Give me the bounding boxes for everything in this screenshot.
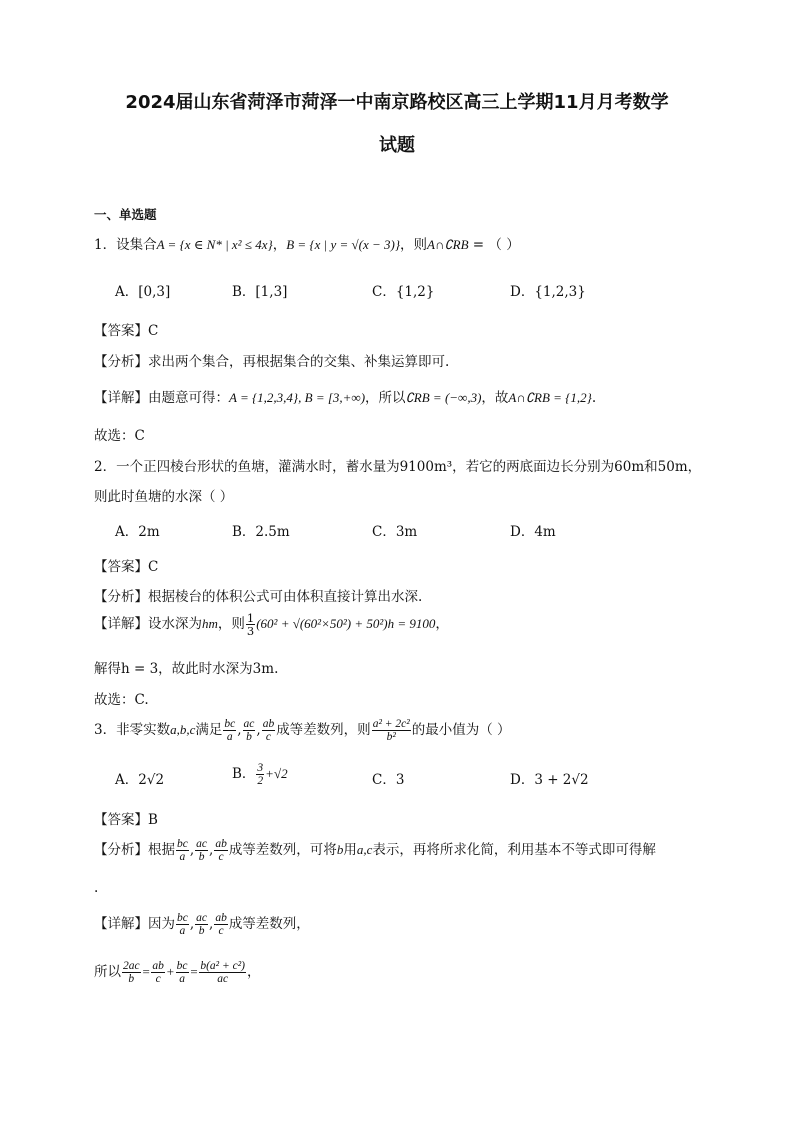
detail-tag: 【详解】	[94, 390, 148, 406]
analysis-tag: 【分析】	[94, 842, 148, 859]
q2-option-c: C．3m	[372, 524, 418, 540]
q1-stem	[94, 233, 520, 253]
q1-conclusion: 故选：C	[94, 428, 145, 444]
frac-num: ab	[215, 912, 227, 924]
q2-detail-prefix: 设水深为	[148, 616, 202, 633]
frac-den: 2	[257, 775, 264, 788]
q2-answer	[94, 555, 158, 575]
q1-expression: A∩∁RB	[427, 237, 469, 252]
frac-num: ac	[196, 912, 208, 924]
q2-fraction-den: 3	[246, 624, 255, 639]
q3-detail: 【详解】因为 $\frac{bc}{a}$ , $\frac{ac}{b}$ , $\frac{ab}{c}$ 成等差数列，	[94, 912, 310, 938]
q3-plus: +	[165, 964, 175, 980]
q3-analysis-frac1	[176, 838, 189, 863]
frac-den: c	[262, 730, 276, 743]
q2-detail	[94, 612, 449, 637]
q3-stem: 3．非零实数a,b,c满足 $\frac{bc}{a}$ , $\frac{ac}{b}$ , $\frac{ab}{c}$ 成等差数列，则 $\frac{\text{a² + 2c²}}{\text{b²}}$ 的最小值为（ ）	[94, 718, 511, 744]
frac-den: c	[214, 850, 228, 863]
q2-detail-end: ，	[435, 616, 449, 633]
q3-frac-2ac-b	[122, 960, 141, 985]
analysis-tag: 【分析】	[94, 589, 148, 605]
q2-fraction	[246, 612, 255, 637]
q3-analysis-frac2	[195, 838, 208, 863]
q1-analysis-text: 求出两个集合，再根据集合的交集、补集运算即可.	[148, 354, 450, 370]
q1-detail-math: A = {1,2,3,4}, B = [3,+∞)	[229, 390, 366, 405]
section-heading: 一、单选题	[94, 207, 157, 222]
frac-num: ab	[152, 960, 164, 972]
q3-analysis-mid: 成等差数列，可将	[228, 842, 337, 859]
q3-so: 所以	[94, 964, 121, 981]
frac-den: ac	[199, 972, 246, 985]
detail-tag: 【详解】	[94, 916, 148, 933]
q1-detail	[94, 386, 596, 406]
q3-equals: =	[141, 964, 151, 980]
q3-frac-ab-c-2	[151, 960, 165, 985]
q2-detail-mid: ，则	[217, 616, 245, 633]
q2-fraction-num: 1	[246, 611, 255, 625]
q2-option-a: A．2m	[115, 524, 160, 540]
q3-detail-tail: 成等差数列，	[228, 916, 310, 933]
frac-den: b	[195, 850, 208, 863]
q3-detail-frac1	[176, 912, 189, 937]
q1-detail-end: .	[591, 390, 597, 406]
frac-den: a	[176, 850, 189, 863]
q1-mid: ，则	[400, 237, 428, 253]
frac-den: b	[195, 924, 208, 937]
q1-option-c: C．{1,2}	[372, 284, 435, 300]
q3-stem-mid: 满足	[195, 722, 223, 739]
q3-detail-frac3	[214, 912, 228, 937]
q1-detail-prefix: 由题意可得：	[148, 390, 229, 406]
q2-answer-value: C	[148, 559, 159, 575]
q2-solve: 解得h = 3，故此时水深为3m.	[94, 661, 279, 677]
frac-den: b²	[372, 730, 411, 743]
frac-num: ac	[243, 718, 255, 730]
q3-stem-tail: 的最小值为（ ）	[411, 722, 511, 739]
q3-frac-bc-a	[223, 718, 236, 743]
q1-detail-mid2: ，故	[481, 390, 509, 406]
q3-frac-ab-c	[262, 718, 276, 743]
answer-tag: 【答案】	[94, 323, 148, 339]
q1-analysis	[94, 350, 449, 370]
frac-den: c	[214, 924, 228, 937]
q3-target-fraction	[372, 718, 411, 743]
frac-num: bc	[176, 960, 188, 972]
frac-num: a² + 2c²	[372, 718, 410, 730]
frac-den: a	[176, 972, 189, 985]
q3-detail-pre: 因为	[148, 916, 175, 933]
q1-detail-math2: ∁RB = (−∞,3)	[405, 390, 482, 405]
frac-num: bc	[224, 718, 236, 730]
q2-option-d: D．4m	[510, 524, 556, 540]
q3-frac-ac-b	[243, 718, 256, 743]
q2-detail-var: hm	[202, 616, 218, 632]
frac-num: ab	[262, 718, 275, 730]
q3-option-b-rest: +√2	[265, 766, 288, 782]
q2-detail-formula: (60² + √(60²×50²) + 50²)h = 9100	[256, 616, 436, 632]
q3-analysis: 【分析】根据 $\frac{bc}{a}$ , $\frac{ac}{b}$ , $\frac{ab}{c}$ 成等差数列，可将b用a,c表示，再将所求化简，利用基本不等式即可得解	[94, 838, 656, 864]
q3-analysis-pre: 根据	[148, 842, 175, 859]
q3-option-d: D．3 + 2√2	[510, 772, 589, 788]
q2-conclusion: 故选：C.	[94, 692, 149, 708]
frac-num: bc	[177, 912, 188, 924]
q3-option-b: B． $\frac{3}{2}$ +√2	[232, 762, 288, 788]
frac-den: a	[176, 924, 189, 937]
q1-set-b: B = {x | y = √(x − 3)}	[286, 237, 401, 252]
q1-answer	[94, 319, 158, 339]
frac-num: 2ac	[123, 960, 140, 972]
frac-num: bc	[177, 838, 188, 850]
q3-derivation	[94, 960, 260, 985]
q3-analysis-frac3	[214, 838, 228, 863]
q3-analysis-b: b	[336, 842, 344, 858]
q2-analysis-text: 根据棱台的体积公式可由体积直接计算出水深.	[148, 589, 423, 605]
q3-option-b-fraction	[256, 762, 264, 787]
q1-stem-prefix: 1．设集合	[94, 237, 157, 253]
q3-analysis-use: 用	[343, 842, 357, 859]
q1-option-d: D．{1,2,3}	[510, 284, 586, 300]
q1-set-a: A = {x ∈ N* | x² ≤ 4x}	[156, 237, 273, 252]
q1-option-b: B．[1,3]	[232, 284, 288, 300]
q1-option-a: A．[0,3]	[115, 284, 171, 300]
q1-answer-value: C	[148, 323, 159, 339]
q3-detail-frac2	[195, 912, 208, 937]
q3-frac-bc-a-2	[176, 960, 189, 985]
analysis-tag: 【分析】	[94, 354, 148, 370]
frac-num: ac	[196, 838, 208, 850]
q2-analysis	[94, 585, 422, 605]
frac-num: 3	[257, 762, 264, 774]
answer-tag: 【答案】	[94, 559, 148, 575]
q3-analysis-dot: .	[94, 880, 99, 896]
q3-equals-2: =	[189, 964, 199, 980]
q3-vars: a,b,c	[170, 722, 196, 738]
detail-tag: 【详解】	[94, 616, 148, 633]
q3-answer-value: B	[148, 812, 158, 828]
q3-analysis-tail: 表示，再将所求化简，利用基本不等式即可得解	[372, 842, 656, 859]
q3-frac-result	[199, 960, 246, 985]
frac-num: ab	[215, 838, 227, 850]
q2-stem-line1: 2．一个正四棱台形状的鱼塘，灌满水时，蓄水量为9100m³，若它的两底面边长分别为60m和50m，	[94, 459, 702, 475]
q3-option-a: A．2√2	[115, 772, 165, 788]
q1-tail: = （ ）	[468, 237, 520, 253]
frac-num: b(a² + c²)	[200, 960, 245, 972]
q3-stem-prefix: 3．非零实数	[94, 722, 171, 739]
q1-sep: ，	[272, 237, 287, 253]
q3-stem-mid2: 成等差数列，则	[276, 722, 371, 739]
q2-option-b: B．2.5m	[232, 524, 290, 540]
q2-stem-line2: 则此时鱼塘的水深（ ）	[94, 489, 234, 505]
q3-answer	[94, 808, 158, 828]
frac-den: a	[223, 730, 236, 743]
frac-den: b	[122, 972, 141, 985]
frac-den: c	[151, 972, 165, 985]
q3-analysis-ac: a,c	[356, 842, 373, 858]
q3-end: ，	[246, 964, 261, 981]
document-title-line2: 试题	[379, 135, 415, 156]
q1-detail-math3: A∩∁RB = {1,2}	[508, 390, 592, 405]
frac-den: b	[243, 730, 256, 743]
q3-option-c: C．3	[372, 772, 405, 788]
answer-tag: 【答案】	[94, 812, 148, 828]
document-title-line1: 2024届山东省菏泽市菏泽一中南京路校区高三上学期11月月考数学	[125, 92, 669, 113]
q1-detail-mid: ，所以	[365, 390, 406, 406]
